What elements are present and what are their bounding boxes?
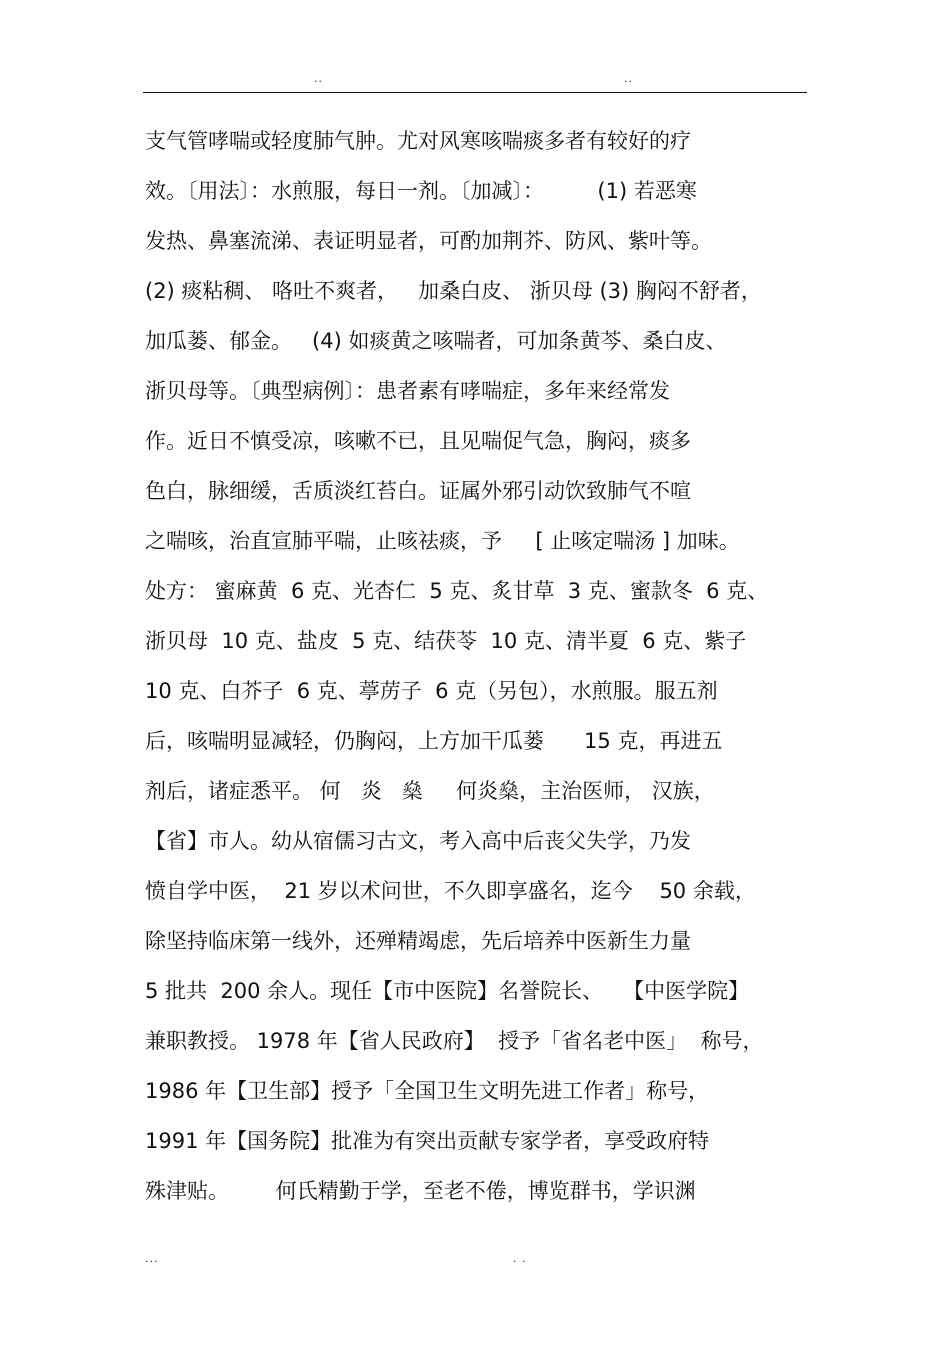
text-line: 处方： 蜜麻黄 6 克、光杏仁 5 克、炙甘草 3 克、蜜款冬 6 克、 (145, 579, 769, 603)
text-line: 之喘咳，治直宣肺平喘，止咳祛痰，予 [ 止咳定喘汤 ] 加味。 (145, 529, 740, 553)
text-line: 愤自学中医， 21 岁以术问世，不久即享盛名，迄今 50 余载， (145, 879, 756, 903)
text-line: 剂后，诸症悉平。 何 炎 燊 何炎燊，主治医师， 汉族， (145, 779, 715, 803)
text-line: 加瓜蒌、郁金。 (4) 如痰黄之咳喘者，可加条黄芩、桑白皮、 (145, 329, 727, 353)
header-mark-right: .. (624, 72, 633, 85)
text-line: 除坚持临床第一线外，还殚精竭虑，先后培养中医新生力量 (145, 929, 691, 953)
text-line: 发热、鼻塞流涕、表证明显者，可酌加荆芥、防风、紫叶等。 (145, 229, 712, 253)
text-line: (2) 痰粘稠、 咯吐不爽者， 加桑白皮、 浙贝母 (3) 胸闷不舒者， (145, 279, 762, 303)
text-line: 10 克、白芥子 6 克、葶苈子 6 克（另包），水煎服。服五剂 (145, 679, 718, 703)
footer-mark-left: ... (145, 1252, 159, 1265)
text-line: 殊津贴。 何氏精勤于学，至老不倦，博览群书，学识渊 (145, 1179, 696, 1203)
text-line: 5 批共 200 余人。现任【市中医院】名誉院长、 【中医学院】 (145, 979, 750, 1003)
text-line: 【省】市人。幼从宿儒习古文，考入高中后丧父失学，乃发 (145, 829, 691, 853)
text-line: 1991 年【国务院】批准为有突出贡献专家学者，享受政府特 (145, 1129, 710, 1153)
header-rule (143, 92, 807, 93)
header-mark-left: .. (314, 72, 323, 85)
text-line: 支气管哮喘或轻度肺气肿。尤对风寒咳喘痰多者有较好的疗 (145, 129, 691, 153)
body-text (145, 120, 825, 1220)
text-line: 1986 年【卫生部】授予「全国卫生文明先进工作者」称号， (145, 1079, 710, 1103)
text-line: 浙贝母 10 克、盐皮 5 克、结茯苓 10 克、清半夏 6 克、紫子 (145, 629, 747, 653)
text-line: 作。近日不慎受凉，咳嗽不已，且见喘促气急，胸闷，痰多 (145, 429, 691, 453)
text-line: 效。〔用法〕：水煎服，每日一剂。〔加减〕： (1) 若恶寒 (145, 179, 697, 203)
text-line: 浙贝母等。〔典型病例〕：患者素有哮喘症，多年来经常发 (145, 379, 670, 403)
text-line: 兼职教授。 1978 年【省人民政府】 授予「省名老中医」 称号， (145, 1029, 764, 1053)
footer-mark-right: . . (513, 1252, 527, 1265)
text-line: 后，咳喘明显减轻，仍胸闷，上方加干瓜蒌 15 克，再进五 (145, 729, 723, 753)
text-line: 色白，脉细缓，舌质淡红苔白。证属外邪引动饮致肺气不喧 (145, 479, 691, 503)
